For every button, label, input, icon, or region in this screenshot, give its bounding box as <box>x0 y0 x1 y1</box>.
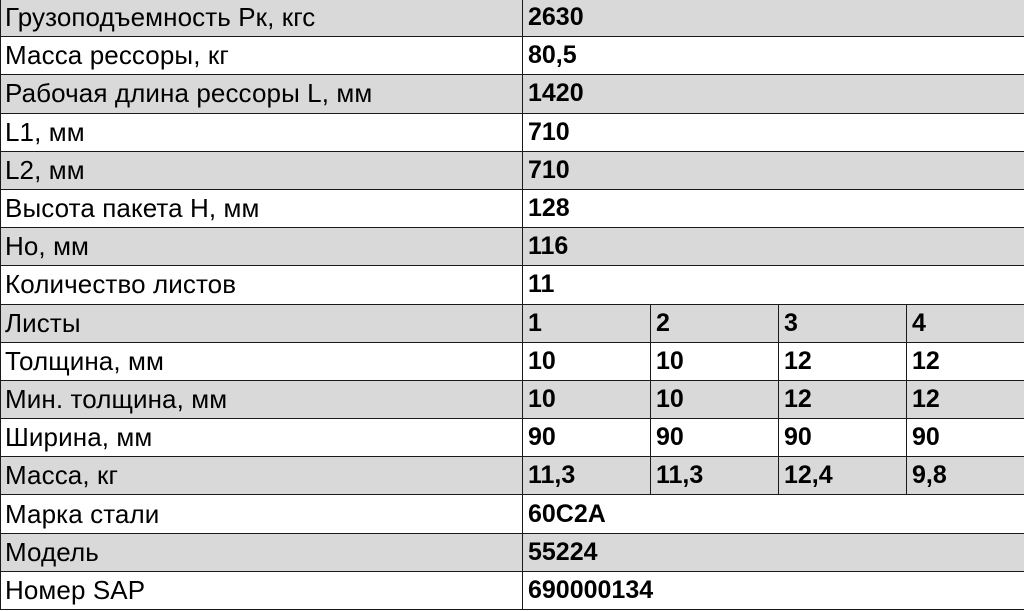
leaf-value-cell: 11,3 <box>651 457 779 495</box>
table-row <box>1 113 1024 151</box>
row-label: Рабочая длина рессоры L, мм <box>1 75 523 113</box>
row-label: Модель <box>1 533 523 571</box>
table-row <box>1 304 1024 342</box>
row-value: 1420 <box>523 75 1024 113</box>
leaf-value-cell: 10 <box>523 342 651 380</box>
leaf-value-cell: 3 <box>779 304 907 342</box>
table-row <box>1 380 1024 418</box>
table-row <box>1 189 1024 227</box>
table-row <box>1 228 1024 266</box>
row-label: Марка стали <box>1 495 523 533</box>
table-row <box>1 571 1024 609</box>
row-value: 2630 <box>523 0 1024 37</box>
row-value: 11 <box>523 266 1024 304</box>
table-row <box>1 419 1024 457</box>
leaf-value-cell: 4 <box>907 304 1024 342</box>
leaf-value-cell: 90 <box>907 419 1024 457</box>
row-label: Толщина, мм <box>1 342 523 380</box>
leaf-value-cell: 9,8 <box>907 457 1024 495</box>
row-label: Листы <box>1 304 523 342</box>
table-row <box>1 75 1024 113</box>
table-row <box>1 0 1024 37</box>
table-row <box>1 37 1024 75</box>
row-label: Масса рессоры, кг <box>1 37 523 75</box>
leaf-value-cell: 10 <box>651 342 779 380</box>
row-label: Грузоподъемность Рк, кгс <box>1 0 523 37</box>
row-label: L1, мм <box>1 113 523 151</box>
row-label: Масса, кг <box>1 457 523 495</box>
table-row <box>1 151 1024 189</box>
leaf-value-cell: 90 <box>779 419 907 457</box>
leaf-value-cell: 1 <box>523 304 651 342</box>
row-label: L2, мм <box>1 151 523 189</box>
leaf-value-cell: 12 <box>907 380 1024 418</box>
row-value: 80,5 <box>523 37 1024 75</box>
spring-spec-table-body <box>1 0 1024 610</box>
leaf-value-cell: 11,3 <box>523 457 651 495</box>
table-row <box>1 266 1024 304</box>
row-label: Мин. толщина, мм <box>1 380 523 418</box>
table-row <box>1 342 1024 380</box>
row-value: 710 <box>523 113 1024 151</box>
row-label: Количество листов <box>1 266 523 304</box>
table-row <box>1 533 1024 571</box>
leaf-value-cell: 2 <box>651 304 779 342</box>
row-value: 128 <box>523 189 1024 227</box>
row-value: 60С2А <box>523 495 1024 533</box>
row-label: Номер SAP <box>1 571 523 609</box>
leaf-value-cell: 12 <box>907 342 1024 380</box>
leaf-value-cell: 10 <box>523 380 651 418</box>
row-label: Высота пакета H, мм <box>1 189 523 227</box>
row-value: 116 <box>523 228 1024 266</box>
row-label: Ho, мм <box>1 228 523 266</box>
table-row <box>1 457 1024 495</box>
leaf-value-cell: 12 <box>779 380 907 418</box>
leaf-value-cell: 90 <box>523 419 651 457</box>
row-value: 710 <box>523 151 1024 189</box>
table-row <box>1 495 1024 533</box>
row-value: 690000134 <box>523 571 1024 609</box>
leaf-value-cell: 90 <box>651 419 779 457</box>
leaf-value-cell: 10 <box>651 380 779 418</box>
row-value: 55224 <box>523 533 1024 571</box>
leaf-value-cell: 12 <box>779 342 907 380</box>
row-label: Ширина, мм <box>1 419 523 457</box>
leaf-value-cell: 12,4 <box>779 457 907 495</box>
